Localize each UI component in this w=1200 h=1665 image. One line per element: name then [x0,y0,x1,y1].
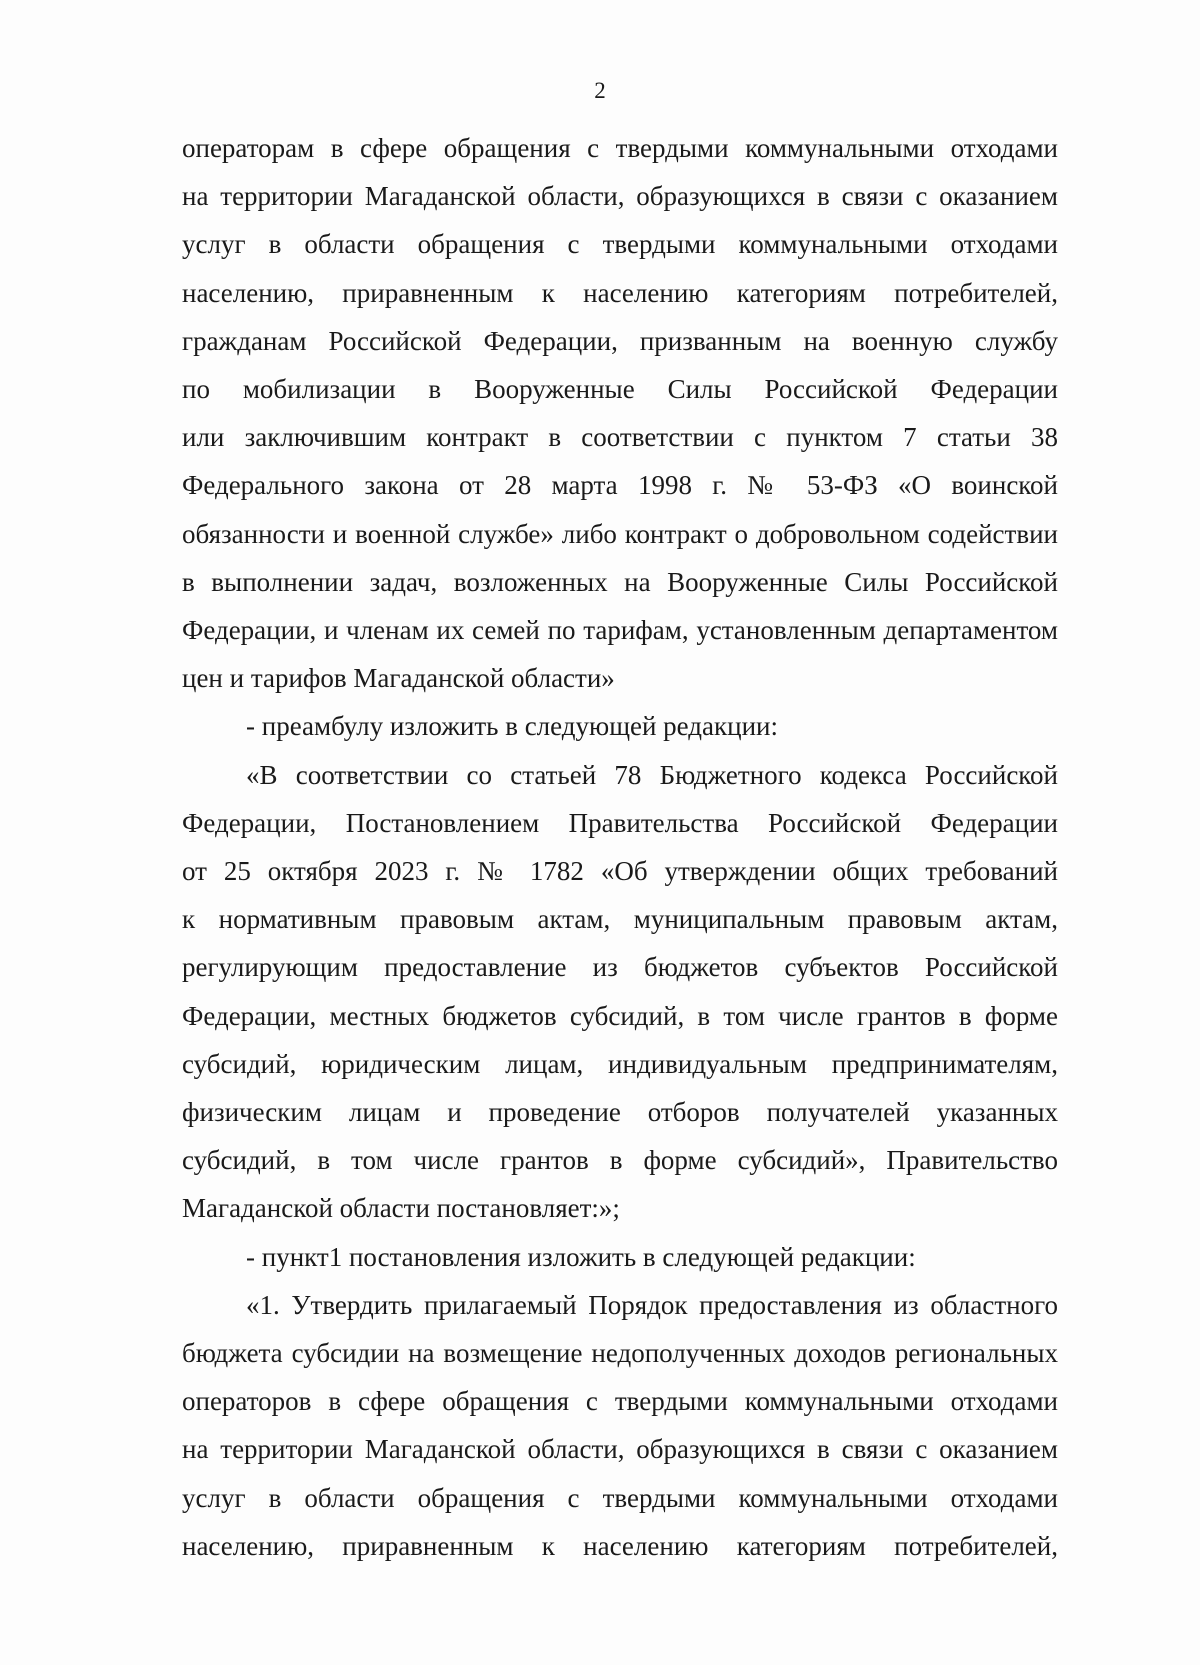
text-line: субсидий, юридическим лицам, индивидуальным предпринимателям, [182,1048,1058,1079]
text-line: услуг в области обращения с твердыми коммунальными отходами [182,229,1058,260]
text-line: Федерации, и членам их семей по тарифам, установленным департаментом [182,615,1058,646]
document-body [182,124,1058,1570]
text-line: регулирующим предоставление из бюджетов субъектов Российской [182,952,1058,983]
text-line: в выполнении задач, возложенных на Вооруженные Силы Российской [182,566,1058,597]
text-line: услуг в области обращения с твердыми коммунальными отходами [182,1482,1058,1513]
text-line: от 25 октября 2023 г. № 1782 «Об утверждении общих требований [182,856,1058,887]
text-line: «В соответствии со статьей 78 Бюджетного кодекса Российской [246,759,1058,790]
text-line: операторам в сфере обращения с твердыми коммунальными отходами [182,133,1058,163]
text-line: - преамбулу изложить в следующей редакции: [246,711,778,742]
text-line: на территории Магаданской области, образующихся в связи с оказанием [182,181,1058,212]
text-line: или заключившим контракт в соответствии с пунктом 7 статьи 38 [182,422,1058,453]
text-line: Федерации, местных бюджетов субсидий, в том числе грантов в форме [182,1000,1058,1031]
text-line: субсидий, в том числе грантов в форме субсидий», Правительство [182,1145,1058,1176]
text-line: цен и тарифов Магаданской области» [182,663,615,694]
text-line: к нормативным правовым актам, муниципальным правовым актам, [182,904,1058,935]
paragraph-continuation [182,124,1058,702]
text-line: бюджета субсидии на возмещение недополученных доходов региональных [182,1338,1058,1369]
page-number: 2 [594,78,606,103]
text-line: по мобилизации в Вооруженные Силы Российской Федерации [182,374,1058,405]
text-line: гражданам Российской Федерации, призванным на военную службу [182,325,1058,356]
text-line: Федерации, Постановлением Правительства Российской Федерации [182,807,1058,838]
paragraph-preamble-text [182,751,1058,1233]
text-line: операторов в сфере обращения с твердыми коммунальными отходами [182,1386,1058,1417]
text-line: населению, приравненным к населению категориям потребителей, [182,1530,1058,1561]
text-line: физическим лицам и проведение отборов получателей указанных [182,1097,1058,1128]
paragraph-preamble-instruction [182,702,1058,750]
text-line: на территории Магаданской области, образующихся в связи с оказанием [182,1434,1058,1465]
text-line: Федерального закона от 28 марта 1998 г. № 53-ФЗ «О воинской [182,470,1058,501]
text-line: обязанности и военной службе» либо контракт о добровольном содействии [182,518,1058,549]
text-line: населению, приравненным к населению категориям потребителей, [182,277,1058,308]
text-line: Магаданской области постановляет:»; [182,1193,620,1224]
text-line: - пункт1 постановления изложить в следующей редакции: [246,1241,916,1272]
text-line: «1. Утвердить прилагаемый Порядок предоставления из областного [246,1289,1058,1320]
paragraph-item1-instruction [182,1233,1058,1281]
paragraph-item1-text [182,1281,1058,1570]
